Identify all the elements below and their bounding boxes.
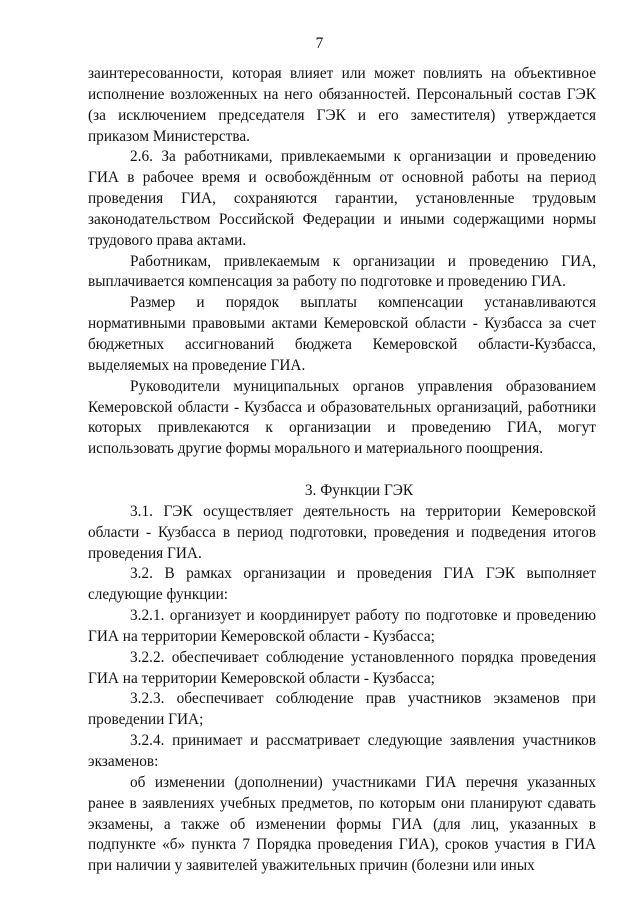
paragraph: 3.2. В рамках организации и проведения ГИА ГЭК выполняет следующие функции:: [88, 565, 596, 604]
paragraph: заинтересованности, которая влияет или может повлиять на объективное исполнение возложенных на него обязанностей. Персональный состав ГЭК (за исключением председателя ГЭК и его заместителя) утверждается приказом Министерства.: [88, 65, 596, 145]
paragraph: об изменении (дополнении) участниками ГИА перечня указанных ранее в заявлениях учебных предметов, по которым они планируют сдавать экзамены, а также об изменении формы ГИА (для лиц, указанных в подпункте «б» пункта 7 Порядка проведения ГИА), сроков участия в ГИА при наличии у заявителей уважительных причин (болезни или иных: [88, 773, 596, 875]
document-body: [88, 64, 596, 877]
paragraph: 3.2.3. обеспечивает соблюдение прав участников экзаменов при проведении ГИА;: [88, 690, 596, 729]
spacer: [88, 460, 596, 481]
section-heading: 3. Функции ГЭК: [304, 482, 414, 500]
paragraph: Руководители муниципальных органов управления образованием Кемеровской области - Кузбасса и образовательных организаций, работники которых привлекаются к организации и проведению ГИА, могут использовать другие формы морального и материального поощрения.: [88, 377, 596, 458]
paragraph: Размер и порядок выплаты компенсации устанавливаются нормативными правовыми актами Кемеровской области - Кузбасса за счет бюджетных ассигнований бюджета Кемеровской области-Кузбасса, выделяемых на проведение ГИА.: [88, 294, 596, 374]
paragraph: 3.2.1. организует и координирует работу по подготовке и проведению ГИА на территории Кемеровской области - Кузбасса;: [88, 607, 596, 645]
paragraph: 2.6. За работниками, привлекаемыми к организации и проведению ГИА в рабочее время и освобождённым от основной работы на период проведения ГИА, сохраняются гарантии, установленные трудовым законодательством Российской Федерации и иными содержащими нормы трудового права актами.: [88, 148, 596, 249]
paragraph: Работникам, привлекаемым к организации и проведению ГИА, выплачивается компенсация за работу по подготовке и проведению ГИА.: [88, 252, 596, 291]
page-number: 7: [315, 35, 324, 52]
paragraph: 3.2.2. обеспечивает соблюдение установленного порядка проведения ГИА на территории Кемеровской области - Кузбасса;: [88, 648, 596, 687]
paragraph: 3.2.4. принимает и рассматривает следующие заявления участников экзаменов:: [88, 732, 596, 770]
paragraph: 3.1. ГЭК осуществляет деятельность на территории Кемеровской области - Кузбасса в период подготовки, проведения и подведения итогов проведения ГИА.: [88, 502, 596, 562]
